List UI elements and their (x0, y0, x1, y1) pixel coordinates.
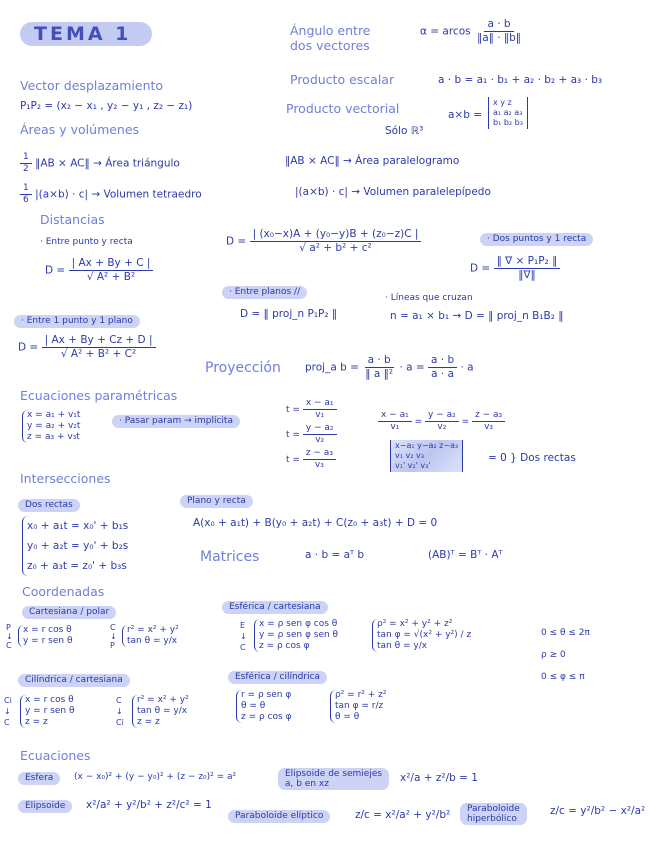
vectorial-heading: Producto vectorial (286, 101, 400, 116)
dos-puntos-fraction (494, 255, 561, 282)
lhs: t = (286, 455, 300, 465)
distancias-heading: Distancias (40, 212, 105, 227)
vectorial-note: Sólo ℝ³ (385, 125, 424, 137)
equation: θ = θ (241, 701, 266, 711)
area-triangle-text: ‖AB × AC‖ → Área triángulo (35, 157, 180, 170)
t-eq (286, 448, 337, 471)
equation: tan φ = √(x² + y²) / z (377, 630, 472, 640)
den: √ a² + b² + c² (299, 242, 372, 254)
num: z − a₃ (303, 448, 336, 460)
equation: y = a₂ + v₂t (27, 421, 81, 431)
equation: z = ρ cos φ (241, 712, 292, 722)
equation: ρ² = r² + z² (335, 690, 387, 700)
cart-polar-label: Cartesiana / polar (22, 606, 116, 619)
dos-rectas-label: Dos rectas (18, 499, 80, 512)
coordenadas-heading: Coordenadas (22, 584, 105, 599)
ecuaciones-heading: Ecuaciones (20, 748, 91, 763)
lhs: D = (18, 341, 39, 354)
volume-tetrahedron (20, 183, 202, 206)
matrix-row: b₁ b₂ b₃ (493, 118, 523, 127)
equation: tan θ = y/x (377, 641, 428, 651)
symmetric-equations: $\frac{\text{x − a₁}}{\text{v₁}}$ = $\frac{\text{y − a₂}}{\text{v₂}}$ = $\frac{\text{z − a₃}}{\text{v₃}}$ (378, 410, 505, 433)
den: √ A² + B² + C² (60, 348, 137, 360)
punto-recta-label: · Entre punto y recta (40, 237, 133, 247)
punto-plano-formula (18, 334, 156, 361)
vectorial-lhs: a×b = (448, 109, 483, 121)
esf-cart-right (372, 619, 471, 652)
cil-cart-left (20, 695, 74, 728)
den: v₂ (315, 435, 325, 445)
elipsoide-formula: x²/a² + y²/b² + z²/c² = 1 (86, 799, 212, 811)
den: a · a (431, 368, 455, 380)
coef-den: 2 (23, 164, 29, 174)
matrix-row: x y z (493, 98, 512, 107)
mid: · a = (399, 361, 425, 374)
general-distance-formula (226, 228, 421, 255)
parametric-system (22, 410, 80, 443)
dos-puntos-label: · Dos puntos y 1 recta (480, 233, 593, 246)
proyeccion-heading: Proyección (205, 360, 281, 376)
det-row: v₁' v₂' v₃' (395, 461, 431, 470)
num: | (x₀−x)A + (y₀−y)B + (z₀−z)C | (250, 228, 422, 242)
equation: z = ρ cos φ (259, 641, 310, 651)
esfera-label: Esfera (18, 772, 60, 785)
num: x − a₁ (303, 398, 337, 410)
cart-polar-right (122, 625, 179, 647)
equation: y = r sen θ (23, 636, 73, 646)
proyeccion-formula (305, 354, 474, 381)
den: v₃ (314, 460, 324, 470)
num: x − a₁ (378, 410, 412, 422)
esf-cart-left-tag: E ↓ C (240, 621, 247, 652)
num: a · b (428, 354, 457, 368)
matrices-formula-2: (AB)ᵀ = Bᵀ · Aᵀ (428, 549, 503, 561)
par-hiperbolico-formula: z/c = y²/b² − x²/a² (550, 805, 646, 817)
cil-cart-label: Cilíndrica / cartesiana (18, 674, 130, 687)
cruzan-label: · Líneas que cruzan (385, 293, 473, 303)
esf-ranges (541, 622, 590, 688)
angle-formula (420, 18, 524, 45)
equation: y = r sen θ (25, 706, 75, 716)
den: ‖ a ‖² (365, 368, 394, 380)
cruzan-formula: n = a₁ × b₁ → D = ‖ proj_n B₁B₂ ‖ (390, 310, 564, 322)
equation: y = ρ sen φ sen θ (259, 630, 339, 640)
volume-parallelepiped: |(a×b) · c| → Volumen paralelepípedo (295, 186, 491, 198)
plano-recta-label: Plano y recta (180, 495, 253, 508)
matrices-heading: Matrices (200, 549, 260, 565)
vectorial-matrix (488, 97, 528, 129)
parametricas-heading: Ecuaciones paramétricas (20, 388, 178, 403)
coef-den: 6 (23, 195, 29, 205)
planos-formula: D = ‖ proj_n P₁P₂ ‖ (240, 308, 338, 320)
equation: tan φ = r/z (335, 701, 384, 711)
den: v₂ (437, 422, 447, 432)
range: 0 ≤ φ ≤ π (541, 672, 585, 682)
num: y − a₂ (303, 423, 337, 435)
coef-num: 1 (20, 183, 32, 195)
range: ρ ≥ 0 (541, 650, 566, 660)
t-frac (303, 448, 336, 471)
escalar-formula: a · b = a₁ · b₁ + a₂ · b₂ + a₃ · b₃ (438, 74, 603, 86)
det-row: x−a₁ y−a₂ z−a₃ (395, 441, 459, 450)
lhs: D = (226, 235, 247, 248)
lhs: proj_a b = (305, 361, 359, 374)
sym-frac (425, 410, 459, 433)
t-eq (286, 423, 337, 446)
den: v₁ (315, 410, 325, 420)
elipsoide-label: Elipsoide (18, 800, 72, 813)
equation: z = z (137, 717, 160, 727)
t-frac (303, 398, 337, 421)
esf-cil-label: Esférica / cilíndrica (228, 671, 327, 684)
cil-cart-left-tag: Ci ↓ C (4, 696, 12, 727)
equation: θ = θ (335, 712, 360, 722)
volume-tetrahedron-text: |(a×b) · c| → Volumen tetraedro (35, 188, 202, 201)
equation: z = a₃ + v₃t (27, 432, 80, 442)
half-fraction (20, 152, 32, 175)
t-frac (303, 423, 337, 446)
den: v₁ (390, 422, 400, 432)
areas-heading: Áreas y volúmenes (20, 122, 140, 137)
escalar-heading: Producto escalar (290, 72, 395, 87)
equation: tan θ = y/x (137, 706, 188, 716)
den: v₃ (484, 422, 493, 432)
par-hiperbolico-label: Paraboloide hiperbólico (460, 803, 527, 825)
t-equations (286, 398, 337, 471)
cart-polar-left (18, 625, 72, 647)
intersecciones-heading: Intersecciones (20, 471, 111, 486)
esfera-formula: (x − x₀)² + (y − y₀)² + (z − z₀)² = a² (74, 772, 237, 782)
num: z − a₃ (472, 410, 505, 422)
cil-cart-right-tag: C ↓ Ci (116, 696, 124, 727)
dos-puntos-formula (470, 255, 560, 282)
esf-cil-left (236, 690, 292, 723)
equation: r² = x² + y² (127, 625, 179, 635)
param-note: · Pasar param → implícita (112, 415, 240, 428)
equation: z = z (25, 717, 48, 727)
desplazamiento-formula: P₁P₂ = (x₂ − x₁ , y₂ − y₁ , z₂ − z₁) (20, 100, 193, 112)
equation: tan θ = y/x (127, 636, 178, 646)
lhs: D = (45, 264, 66, 277)
area-parallelogram: ‖AB × AC‖ → Área paralelogramo (285, 155, 460, 167)
esf-cart-label: Esférica / cartesiana (222, 601, 328, 614)
matrix-row: a₁ a₂ a₃ (493, 108, 523, 117)
par-eliptico-formula: z/c = x²/a² + y²/b² (355, 809, 451, 821)
equation: r = ρ sen φ (241, 690, 292, 700)
punto-recta-fraction (69, 257, 154, 284)
equation: x = ρ sen φ cos θ (259, 619, 338, 629)
lhs: t = (286, 430, 300, 440)
elipsoide-semi-label: Elipsoide de semiejes a, b en xz (278, 768, 389, 790)
equation: y₀ + a₂t = y₀' + b₂s (27, 540, 129, 552)
lhs: t = (286, 405, 300, 415)
den: ‖∇‖ (518, 269, 536, 281)
angle-num: a · b (484, 18, 513, 32)
det-row: v₁ v₂ v₃ (395, 451, 424, 460)
general-fraction (250, 228, 422, 255)
punto-recta-formula (45, 257, 153, 284)
num: a · b (365, 354, 394, 368)
sym-frac (378, 410, 412, 433)
angle-den: ‖a‖ · ‖b‖ (476, 32, 522, 44)
elipsoide-semi-formula: x²/a + z²/b = 1 (400, 772, 478, 784)
num: | Ax + By + C | (69, 257, 154, 271)
proj-fraction-1 (362, 354, 396, 381)
coef-num: 1 (20, 152, 32, 164)
equation: x = a₁ + v₁t (27, 410, 81, 420)
sixth-fraction (20, 183, 32, 206)
planos-label: · Entre planos // (222, 286, 307, 299)
num: y − a₂ (425, 410, 459, 422)
equation: x₀ + a₁t = x₀' + b₁s (27, 520, 129, 532)
esf-cil-right (330, 690, 387, 723)
equation: r² = x² + y² (137, 695, 189, 705)
proj-fraction-2 (428, 354, 457, 381)
plano-recta-formula: A(x₀ + a₁t) + B(y₀ + a₂t) + C(z₀ + a₃t) + D = 0 (193, 517, 438, 529)
sym-frac (472, 410, 505, 433)
lhs: D = (470, 262, 491, 275)
equation: ρ² = x² + y² + z² (377, 619, 453, 629)
cil-cart-right (132, 695, 189, 728)
determinant (390, 440, 463, 472)
cart-polar-right-tag: C ↓ P (110, 623, 117, 650)
t-eq (286, 398, 337, 421)
equation: x = r cos θ (25, 695, 74, 705)
punto-plano-fraction (42, 334, 156, 361)
angle-heading: Ángulo entre dos vectores (290, 23, 371, 53)
matrices-formula-1: a · b = aᵀ b (305, 549, 365, 561)
dos-rectas-system (22, 516, 128, 576)
num: | Ax + By + Cz + D | (42, 334, 156, 348)
page-title: TEMA 1 (20, 22, 152, 46)
cart-polar-left-tag: P ↓ C (6, 623, 13, 650)
punto-plano-label: · Entre 1 punto y 1 plano (14, 315, 140, 328)
esf-cart-left (254, 619, 338, 652)
angle-fraction (474, 18, 524, 45)
area-triangle (20, 152, 180, 175)
equation: z₀ + a₃t = z₀' + b₃s (27, 560, 127, 572)
equation: x = r cos θ (23, 625, 72, 635)
angle-lhs: α = arcos (420, 25, 471, 38)
end: · a (460, 361, 474, 374)
den: √ A² + B² (86, 271, 136, 283)
num: ‖ ∇ × P₁P₂ ‖ (494, 255, 561, 269)
range: 0 ≤ θ ≤ 2π (541, 628, 590, 638)
desplazamiento-heading: Vector desplazamiento (20, 78, 164, 93)
determinant-result: = 0 } Dos rectas (488, 452, 576, 464)
par-eliptico-label: Paraboloide elíptico (228, 810, 330, 823)
